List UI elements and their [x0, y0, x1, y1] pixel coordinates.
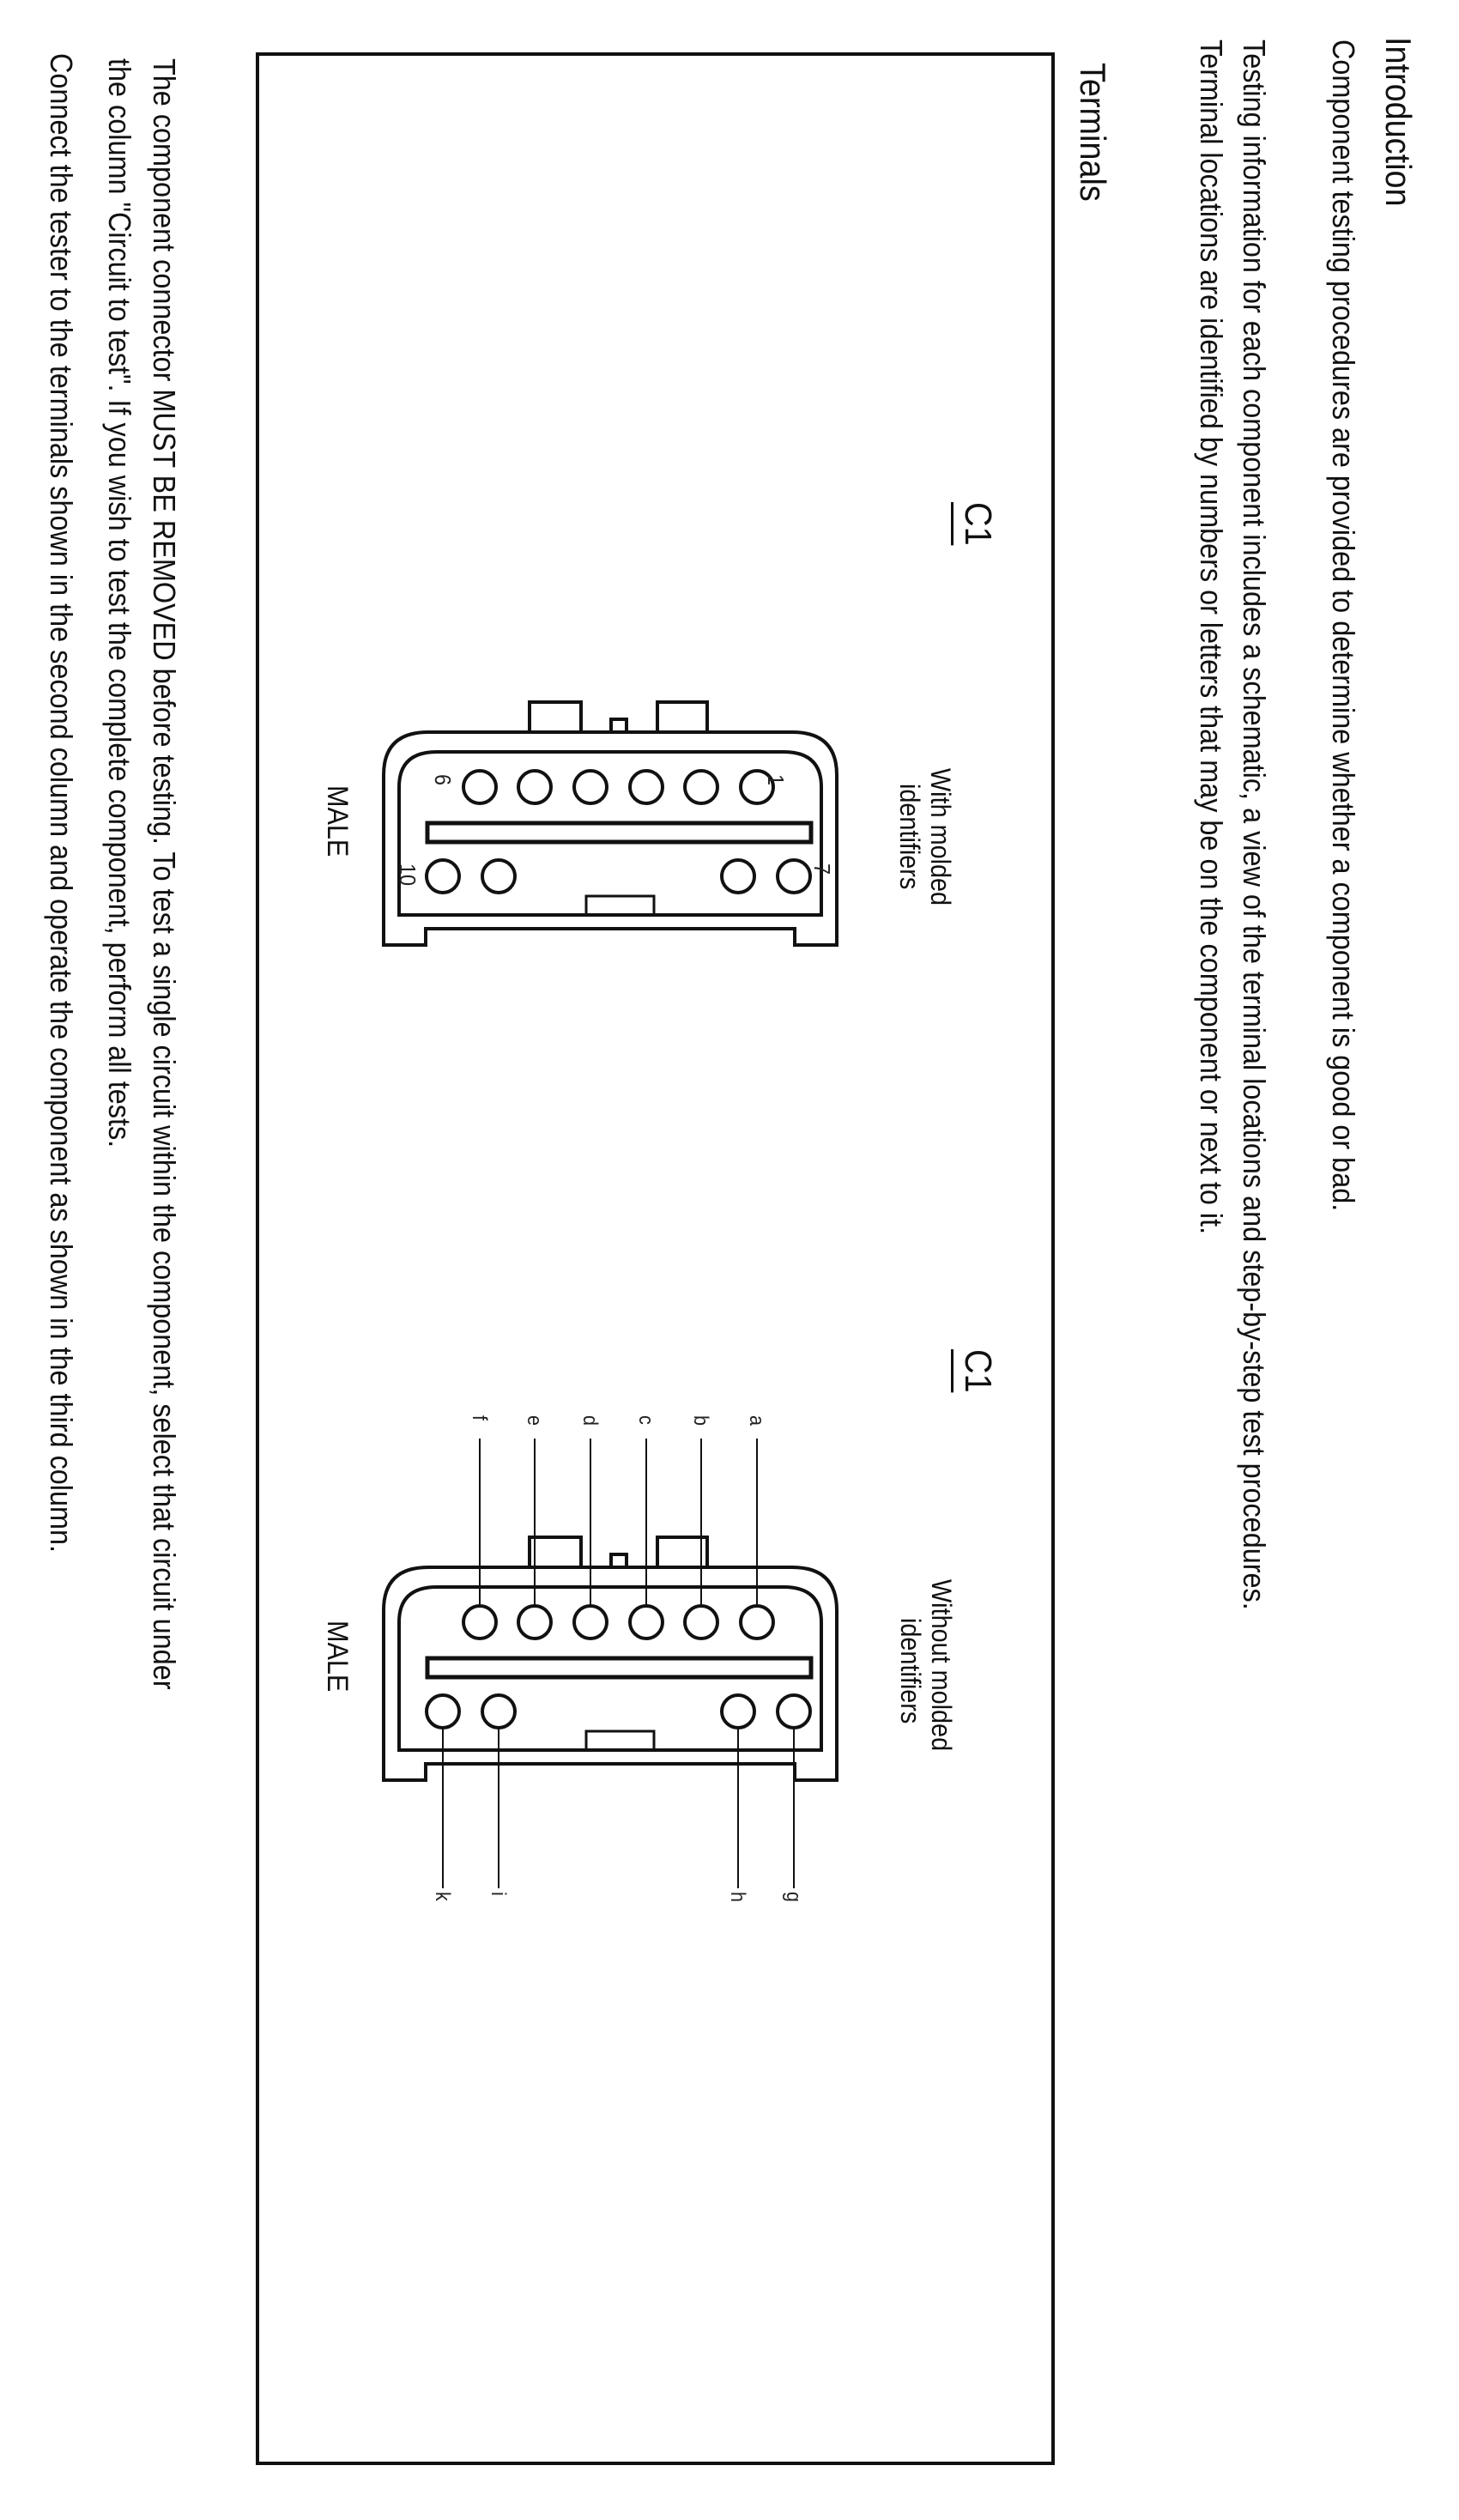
connector-inner-wall [399, 1587, 821, 1750]
connector2-label: C1 [951, 1349, 999, 1393]
pin-number-6: 6 [430, 774, 456, 786]
terminal-pin [427, 860, 459, 893]
connector-key-bump [611, 1554, 627, 1566]
connector-key-bump [611, 719, 627, 731]
intro-paragraph-3: Terminal locations are identified by numbers or letters that may be on the component or next to it. [1194, 39, 1229, 1235]
pin-letter-c: c [634, 1415, 657, 1425]
pin-number-10: 10 [395, 863, 421, 887]
terminal-pin [630, 1606, 663, 1639]
terminal-pin [685, 771, 717, 803]
terminal-pin [463, 771, 496, 803]
pin-letter-b: b [689, 1415, 712, 1427]
terminal-pin [518, 1606, 551, 1639]
pin-letter-d: d [578, 1415, 602, 1427]
terminal-pin [685, 1606, 717, 1639]
footer-paragraph-line-1: The component connector MUST BE REMOVED before testing. To test a single circuit within the component, select that circuit under [147, 58, 182, 1690]
footer-paragraph-line-2: the column "Circuit to test". If you wish to test the complete component, perform all tests. [102, 58, 137, 1148]
connector-bottom-latch [586, 896, 654, 915]
connector2-caption-line2: identifiers [895, 1618, 926, 1724]
pin-letter-g: g [782, 1892, 805, 1903]
pin-number-1: 1 [763, 774, 789, 786]
terminal-pin [630, 771, 663, 803]
pin-letter-a: a [745, 1415, 768, 1427]
terminal-leader-lines [443, 1439, 794, 1888]
footer-paragraph-2: Connect the tester to the terminals shown in the second column and operate the component as shown in the third column. [44, 53, 79, 1554]
pin-letter-h: h [726, 1892, 749, 1903]
figure-border [257, 54, 1053, 2463]
terminal-pin [778, 1695, 810, 1728]
terminal-pin [778, 860, 810, 893]
connector-slot [427, 1658, 811, 1677]
terminal-pin [482, 1695, 515, 1728]
connector1-gender-label: MALE [321, 785, 354, 857]
intro-paragraph-1: Component testing procedures are provided to determine whether a component is good or bad. [1326, 39, 1361, 1212]
terminal-pin [427, 1695, 459, 1728]
connector1-label: C1 [951, 502, 999, 546]
connector-outer-shell [384, 1567, 837, 1780]
pin-letter-k: k [431, 1892, 454, 1901]
terminal-pin [482, 860, 515, 893]
connector1-caption-line2: identifiers [894, 784, 925, 890]
terminal-pin [574, 771, 607, 803]
page-title: Introduction [1378, 37, 1419, 207]
pin-letter-e: e [523, 1415, 546, 1427]
pin-number-7: 7 [809, 863, 835, 875]
connector2-caption-line1: Without molded [926, 1579, 957, 1752]
terminal-pin [574, 1606, 607, 1639]
connector-inner-wall [399, 752, 821, 915]
terminals-section-title: Terminals [1073, 63, 1113, 202]
terminal-pin [741, 1606, 773, 1639]
terminal-pin [518, 771, 551, 803]
connector2-gender-label: MALE [321, 1620, 354, 1693]
connector-male-without-identifiers [384, 1537, 837, 1780]
connector-male-with-identifiers [384, 702, 837, 945]
terminal-pin [722, 1695, 754, 1728]
connector-outer-shell [384, 732, 837, 945]
terminal-pin [463, 1606, 496, 1639]
terminal-pin [722, 860, 754, 893]
connector-slot [427, 823, 811, 842]
connector-lock-tab [657, 702, 707, 731]
intro-paragraph-2: Testing information for each component includes a schematic, a view of the terminal locations and step-by-step test procedures. [1237, 39, 1272, 1610]
pin-letter-f: f [468, 1415, 491, 1421]
connector-lock-tab [657, 1537, 707, 1566]
connector-bottom-latch [586, 1731, 654, 1750]
connector1-caption-line1: With molded [925, 768, 956, 906]
connector-lock-tab [530, 1537, 581, 1566]
connector-lock-tab [530, 702, 581, 731]
pin-letter-i: i [487, 1892, 510, 1896]
